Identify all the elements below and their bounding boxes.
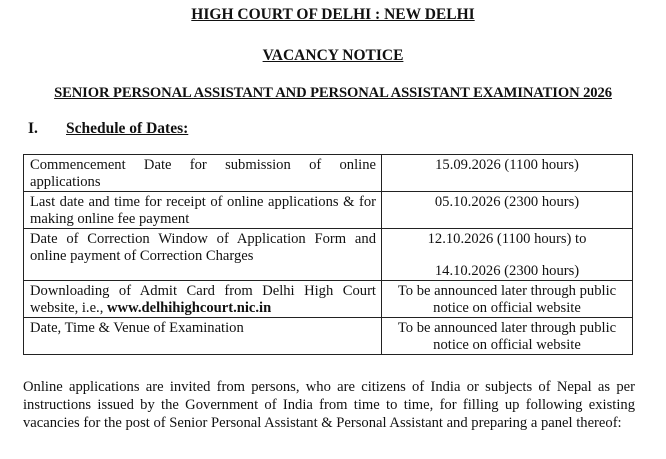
schedule-date: To be announced later through public notice on official website [382, 318, 633, 355]
schedule-event [24, 281, 382, 318]
schedule-event: Date of Correction Window of Application Form and online payment of Correction Charges [24, 229, 382, 281]
table-row [24, 318, 633, 355]
body-paragraph: Online applications are invited from persons, who are citizens of India or subjects of Nepal as per instructions issued by the Government of India from time to time, for filling up following existing vacancies for the post of Senior Personal Assistant & Personal Assistant and preparing a panel thereof: [23, 379, 635, 431]
table-row [24, 281, 633, 318]
event-text: Downloading of Admit Card from Delhi High Court website, i.e., [30, 283, 376, 316]
schedule-date: To be announced later through public notice on official website [382, 281, 633, 318]
table-row [24, 192, 633, 229]
schedule-date: 15.09.2026 (1100 hours) [382, 155, 633, 192]
notice-heading: VACANCY NOTICE [262, 47, 404, 64]
court-heading: HIGH COURT OF DELHI : NEW DELHI [191, 6, 475, 23]
section-title: Schedule of Dates: [66, 120, 189, 137]
website-link[interactable]: www.delhihighcourt.nic.in [107, 299, 272, 316]
section-number: I. [28, 120, 38, 137]
schedule-event: Last date and time for receipt of online applications & for making online fee payment [24, 192, 382, 229]
section-heading [28, 120, 188, 138]
schedule-event: Commencement Date for submission of online applications [24, 155, 382, 192]
schedule-date: 05.10.2026 (2300 hours) [382, 192, 633, 229]
table-row [24, 229, 633, 281]
schedule-date-range [382, 229, 633, 281]
spacer [384, 248, 630, 263]
schedule-date-start: 12.10.2026 (1100 hours) to [427, 231, 587, 247]
schedule-date-end: 14.10.2026 (2300 hours) [434, 262, 580, 279]
schedule-table [23, 154, 633, 355]
exam-heading: SENIOR PERSONAL ASSISTANT AND PERSONAL ASSISTANT EXAMINATION 2026 [54, 85, 612, 101]
schedule-event: Date, Time & Venue of Examination [24, 318, 382, 355]
table-row [24, 155, 633, 192]
